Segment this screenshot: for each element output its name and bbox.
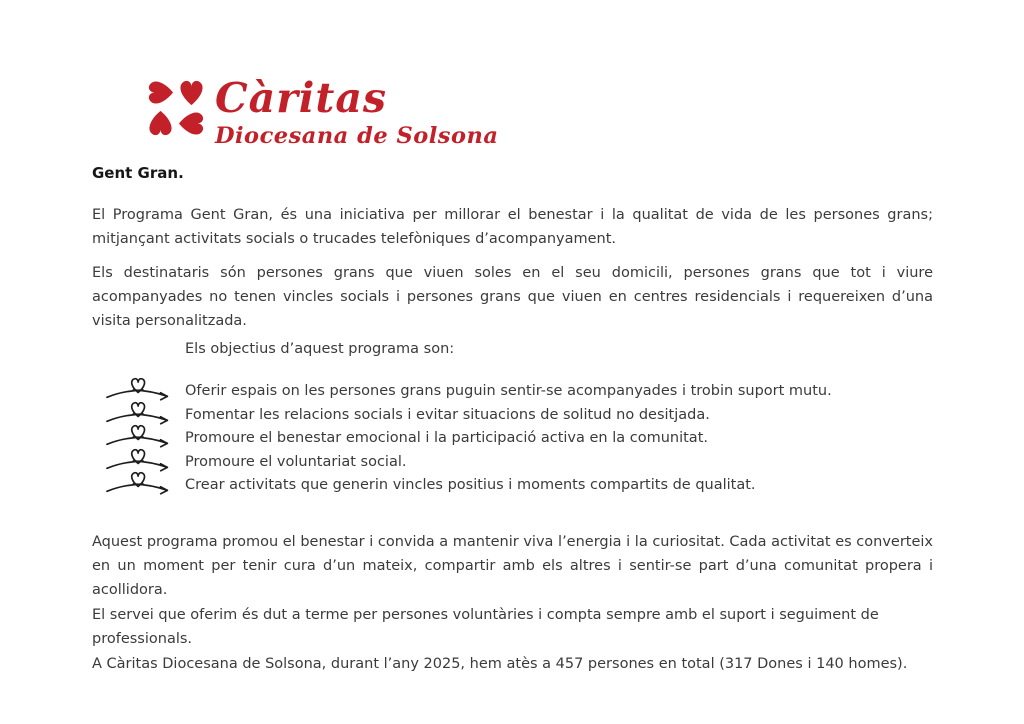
section-heading: Gent Gran. [92,164,184,182]
objectives-list [106,380,966,498]
heart-arrow-icon [106,471,180,498]
logo-brand-name: Càritas [215,74,387,122]
paragraph-statistics: A Càritas Diocesana de Solsona, durant l’any 2025, hem atès a 457 persones en total (317 Dones i 140 homes). [92,656,908,672]
caritas-hearts-cross-icon [145,76,207,140]
paragraph-wellbeing: Aquest programa promou el benestar i convida a mantenir viva l’energia i la curiositat. Cada activitat es converteix en un moment per tenir cura d’un mateix, compartir amb els altres i sentir-se part d’una comunitat propera i acollidora. [92,534,933,598]
caritas-logo [145,76,498,148]
list-item [106,404,966,428]
objective-label: Promoure el benestar emocional i la participació activa en la comunitat. [185,430,708,446]
paragraph-service: El servei que oferim és dut a terme per persones voluntàries i compta sempre amb el suport i seguiment de professionals. [92,607,879,647]
paragraph-program-intro: El Programa Gent Gran, és una iniciativa per millorar el benestar i la qualitat de vida de les persones grans; mitjançant activitats socials o trucades telefòniques d’acompanyament. [92,207,933,247]
objective-label: Fomentar les relacions socials i evitar situacions de solitud no desitjada. [185,406,710,423]
objective-label: Oferir espais on les persones grans puguin sentir-se acompanyades i trobin suport mutu. [185,383,832,399]
list-item [106,427,966,451]
logo-subtitle: Diocesana de Solsona [215,123,499,149]
list-item [106,380,966,404]
objective-label: Promoure el voluntariat social. [185,453,407,470]
objectives-intro: Els objectius d’aquest programa son: [185,341,455,357]
paragraph-recipients: Els destinataris són persones grans que viuen soles en el seu domicili, persones grans que tot i viure acompanyades no tenen vincles socials i persones grans que viuen en centres residencials i requereixen d’una visita personalitzada. [92,265,933,329]
list-item [106,451,966,475]
objective-label: Crear activitats que generin vincles positius i moments compartits de qualitat. [185,477,756,493]
list-item [106,474,966,498]
